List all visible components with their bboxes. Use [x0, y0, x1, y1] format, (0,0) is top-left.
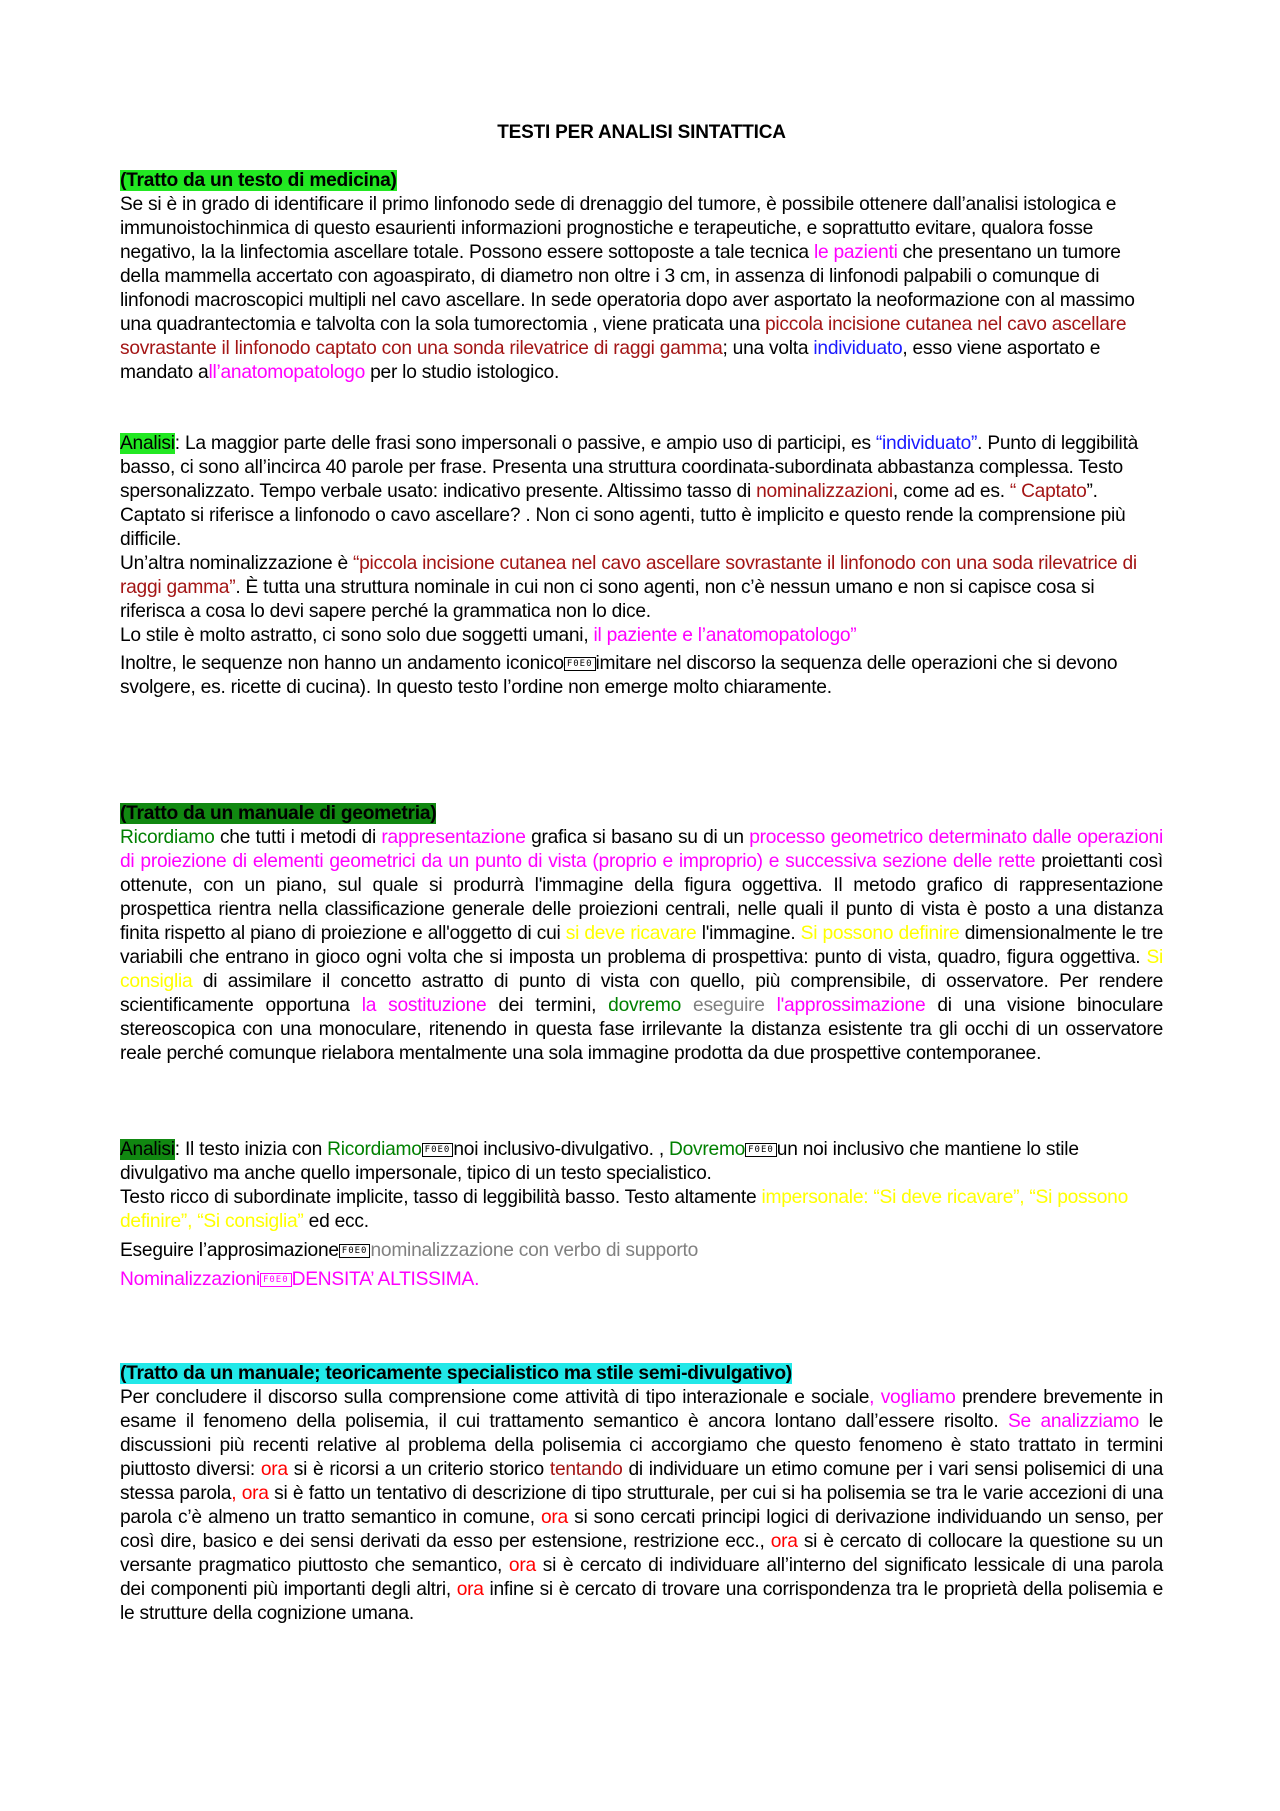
- text-run: di una visione binoculare stereoscopica con una monoculare, ritenendo in questa fase irrilevante la distanza esistente tra gli occhi di un osservatore reale perché comunque rielabora mentalmente una sola immagine prodotta da due prospettive contemporanee.: [120, 995, 1164, 1064]
- highlight-run: l'approssimazione: [764, 995, 926, 1016]
- text-run: : La maggior parte delle frasi sono impersonali o passive, e ampio uso di participi, es: [174, 433, 876, 454]
- highlight-run: il paziente e l’anatomopatologo”: [593, 625, 857, 646]
- section-heading: (Tratto da un manuale di geometria): [120, 803, 437, 824]
- highlight-run: Ricordiamo: [120, 827, 215, 848]
- highlight-run: , ora: [231, 1483, 269, 1504]
- text-run: . Punto di leggibilità basso, ci sono all’incirca 40 parole per frase. Presenta una struttura coordinata-subordinata abbastanza complessa. Testo spersonalizzato. Tempo verbale usato: indicativo presente. Altissimo tasso di: [120, 433, 1139, 502]
- highlight-run: “ Captato: [1009, 481, 1087, 502]
- highlight-run: Se analizziamo: [1007, 1411, 1140, 1432]
- highlight-run: dovremo: [608, 995, 682, 1016]
- highlight-run: rappresentazione: [381, 827, 526, 848]
- section-manuale: [120, 1362, 1163, 1626]
- text-run: dimensionalmente le tre variabili che entrano in gioco ogni volta che si imposta un problema di prospettiva: punto di vista, quadro, figura oggettiva.: [120, 923, 1163, 968]
- text-run: proiettanti così ottenute, con un piano, sul quale si produrrà l'immagine della figura oggettiva. Il metodo grafico di rappresentazione prospettica rientra nella classificazione generale delle proiezioni centrali, nelle quali il punto di vista è posto a una distanza finita rispetto al piano di proiezione e all'oggetto di cui: [120, 851, 1163, 944]
- highlight-run: ll’anatomopatologo: [208, 362, 366, 383]
- highlight-run: processo geometrico determinato dalle operazioni di proiezione di elementi geometrici da un punto di vista (proprio e improprio) e successiva sezione delle rette: [120, 827, 1163, 872]
- text-run: le discussioni più recenti relative al problema della polisemia ci accorgiamo che questo fenomeno è stato trattato in termini piuttosto diversi:: [120, 1411, 1164, 1480]
- highlight-run: le pazienti: [813, 242, 898, 263]
- highlight-run: la sostituzione: [361, 995, 487, 1016]
- text-run: : Il testo inizia con: [174, 1139, 328, 1160]
- highlight-run: “piccola incisione cutanea nel cavo ascellare sovrastante il linfonodo con una soda rilevatrice di raggi gamma”: [120, 553, 1137, 598]
- text-run: , come ad es.: [892, 481, 1010, 502]
- highlight-run: nominalizzazione con verbo di supporto: [370, 1240, 699, 1261]
- analysis-label: Analisi: [120, 1139, 175, 1160]
- section-geometria: [120, 802, 1163, 1066]
- text-run: noi inclusivo-divulgativo. ,: [453, 1139, 670, 1160]
- text-run: Per concludere il discorso sulla comprensione come attività di tipo interazionale e sociale: [120, 1387, 870, 1408]
- highlight-run: ora: [456, 1579, 484, 1600]
- analysis-label: Analisi: [120, 433, 175, 454]
- missing-glyph-icon: F0E0: [564, 657, 596, 671]
- highlight-run: individuato: [813, 338, 903, 359]
- highlight-run: piccola incisione cutanea nel cavo ascellare sovrastante il linfonodo captato con una sonda rilevatrice di raggi gamma: [120, 314, 1127, 359]
- text-run: Eseguire l’approsimazione: [120, 1240, 339, 1261]
- highlight-run: Si consiglia: [120, 947, 1163, 992]
- highlight-run: Dovremo: [669, 1139, 746, 1160]
- missing-glyph-icon: F0E0: [422, 1143, 454, 1157]
- highlight-run: Nominalizzazioni: [120, 1269, 260, 1290]
- highlight-run: eseguire: [681, 995, 765, 1016]
- text-run: infine si è cercato di trovare una corrispondenza tra le proprietà della polisemia e le strutture della cognizione umana.: [120, 1579, 1163, 1624]
- text-run: grafica si basano su di un: [525, 827, 750, 848]
- missing-glyph-icon: F0E0: [260, 1273, 292, 1287]
- text-run: si è cercato di individuare all’interno del significato lessicale di una parola dei componenti più importanti degli altri,: [120, 1555, 1163, 1600]
- text-run: un noi inclusivo che mantiene lo stile divulgativo ma anche quello impersonale, tipico di un testo specialistico.: [120, 1139, 1079, 1184]
- text-run: si sono cercati principi logici di derivazione individuando un senso, per così dire, basico e dei sensi derivati da esso per estensione, restrizione ecc.,: [120, 1507, 1163, 1552]
- page-title: TESTI PER ANALISI SINTATTICA: [497, 122, 786, 143]
- highlight-run: impersonale: “Si deve ricavare”, “Si possono definire”, “Si consiglia”: [120, 1187, 1128, 1232]
- text-run: ; una volta: [722, 338, 814, 359]
- text-run: l'immagine.: [696, 923, 801, 944]
- highlight-run: si deve ricavare: [565, 923, 697, 944]
- text-run: ed ecc.: [303, 1211, 369, 1232]
- section-heading: (Tratto da un testo di medicina): [120, 170, 397, 191]
- text-run: di individuare un etimo comune per i vari sensi polisemici di una stessa parola: [120, 1459, 1164, 1504]
- text-run: che tutti i metodi di: [214, 827, 382, 848]
- text-run: prendere brevemente in esame il fenomeno della polisemia, il cui trattamento semantico è ancora lontano dall’essere risolto.: [120, 1387, 1164, 1432]
- text-run: di assimilare il concetto astratto di punto di vista con quello, più comprensibile, di osservatore. Per rendere scientificamente opportuna: [120, 971, 1163, 1016]
- highlight-run: , vogliamo: [869, 1387, 956, 1408]
- text-run: , esso viene asportato e mandato a: [120, 338, 1101, 383]
- text-run: si è ricorsi a un criterio storico: [287, 1459, 550, 1480]
- text-run: che presentano un tumore della mammella accertato con agoaspirato, di diametro non oltre i 3 cm, in assenza di linfonodi palpabili o comunque di linfonodi macroscopici multipli nel cavo ascellare. In sede operatoria dopo aver asportato la neoformazione con al massimo una quadrantectomia e talvolta con la sola tumorectomia , viene praticata una: [120, 242, 1135, 335]
- text-run: si è fatto un tentativo di descrizione di tipo strutturale, per cui si ha polisemia se tra le varie accezioni di una parola c’è almeno un tratto semantico in comune,: [120, 1483, 1163, 1528]
- section-heading: (Tratto da un manuale; teoricamente specialistico ma stile semi-divulgativo): [120, 1363, 792, 1384]
- text-run: si è cercato di collocare la questione su un versante pragmatico piuttosto che semantico,: [120, 1531, 1163, 1576]
- highlight-run: “individuato”: [875, 433, 978, 454]
- highlight-run: ora: [540, 1507, 568, 1528]
- analysis-geometria: [120, 1138, 1163, 1292]
- text-run: . È tutta una struttura nominale in cui non ci sono agenti, non c’è nessun umano e non si capisce cosa si riferisca a cosa lo devi sapere perché la grammatica non lo dice.: [120, 577, 1095, 622]
- text-run: dei termini,: [486, 995, 609, 1016]
- highlight-run: tentando: [549, 1459, 623, 1480]
- highlight-run: Ricordiamo: [327, 1139, 422, 1160]
- text-run: imitare nel discorso la sequenza delle operazioni che si devono svolgere, es. ricette di cucina). In questo testo l’ordine non emerge molto chiaramente.: [120, 653, 1118, 698]
- text-run: Se si è in grado di identificare il primo linfonodo sede di drenaggio del tumore, è possibile ottenere dall’analisi istologica e immunoistochinmica di questo esaurienti informazioni prognostiche e terapeutiche, e soprattutto evitare, qualora fosse negativo, la la linfectomia ascellare totale. Possono essere sottoposte a tale tecnica: [120, 194, 1117, 263]
- highlight-run: nominalizzazioni: [756, 481, 893, 502]
- highlight-run: ora: [508, 1555, 536, 1576]
- missing-glyph-icon: F0E0: [745, 1143, 777, 1157]
- text-run: Un’altra nominalizzazione è: [120, 553, 353, 574]
- highlight-run: ora: [770, 1531, 798, 1552]
- highlight-run: ora: [260, 1459, 288, 1480]
- highlight-run: DENSITA’ ALTISSIMA.: [291, 1269, 480, 1290]
- text-run: ”. Captato si riferisce a linfonodo o cavo ascellare? . Non ci sono agenti, tutto è implicito e questo rende la comprensione più difficile.: [120, 481, 1126, 550]
- analysis-medicina: [120, 432, 1163, 700]
- text-run: per lo studio istologico.: [365, 362, 560, 383]
- highlight-run: Si possono definire: [800, 923, 960, 944]
- missing-glyph-icon: F0E0: [339, 1244, 371, 1258]
- text-run: Testo ricco di subordinate implicite, tasso di leggibilità basso. Testo altamente: [120, 1187, 762, 1208]
- text-run: Inoltre, le sequenze non hanno un andamento iconico: [120, 653, 564, 674]
- section-medicina: [120, 169, 1163, 385]
- text-run: Lo stile è molto astratto, ci sono solo due soggetti umani,: [120, 625, 594, 646]
